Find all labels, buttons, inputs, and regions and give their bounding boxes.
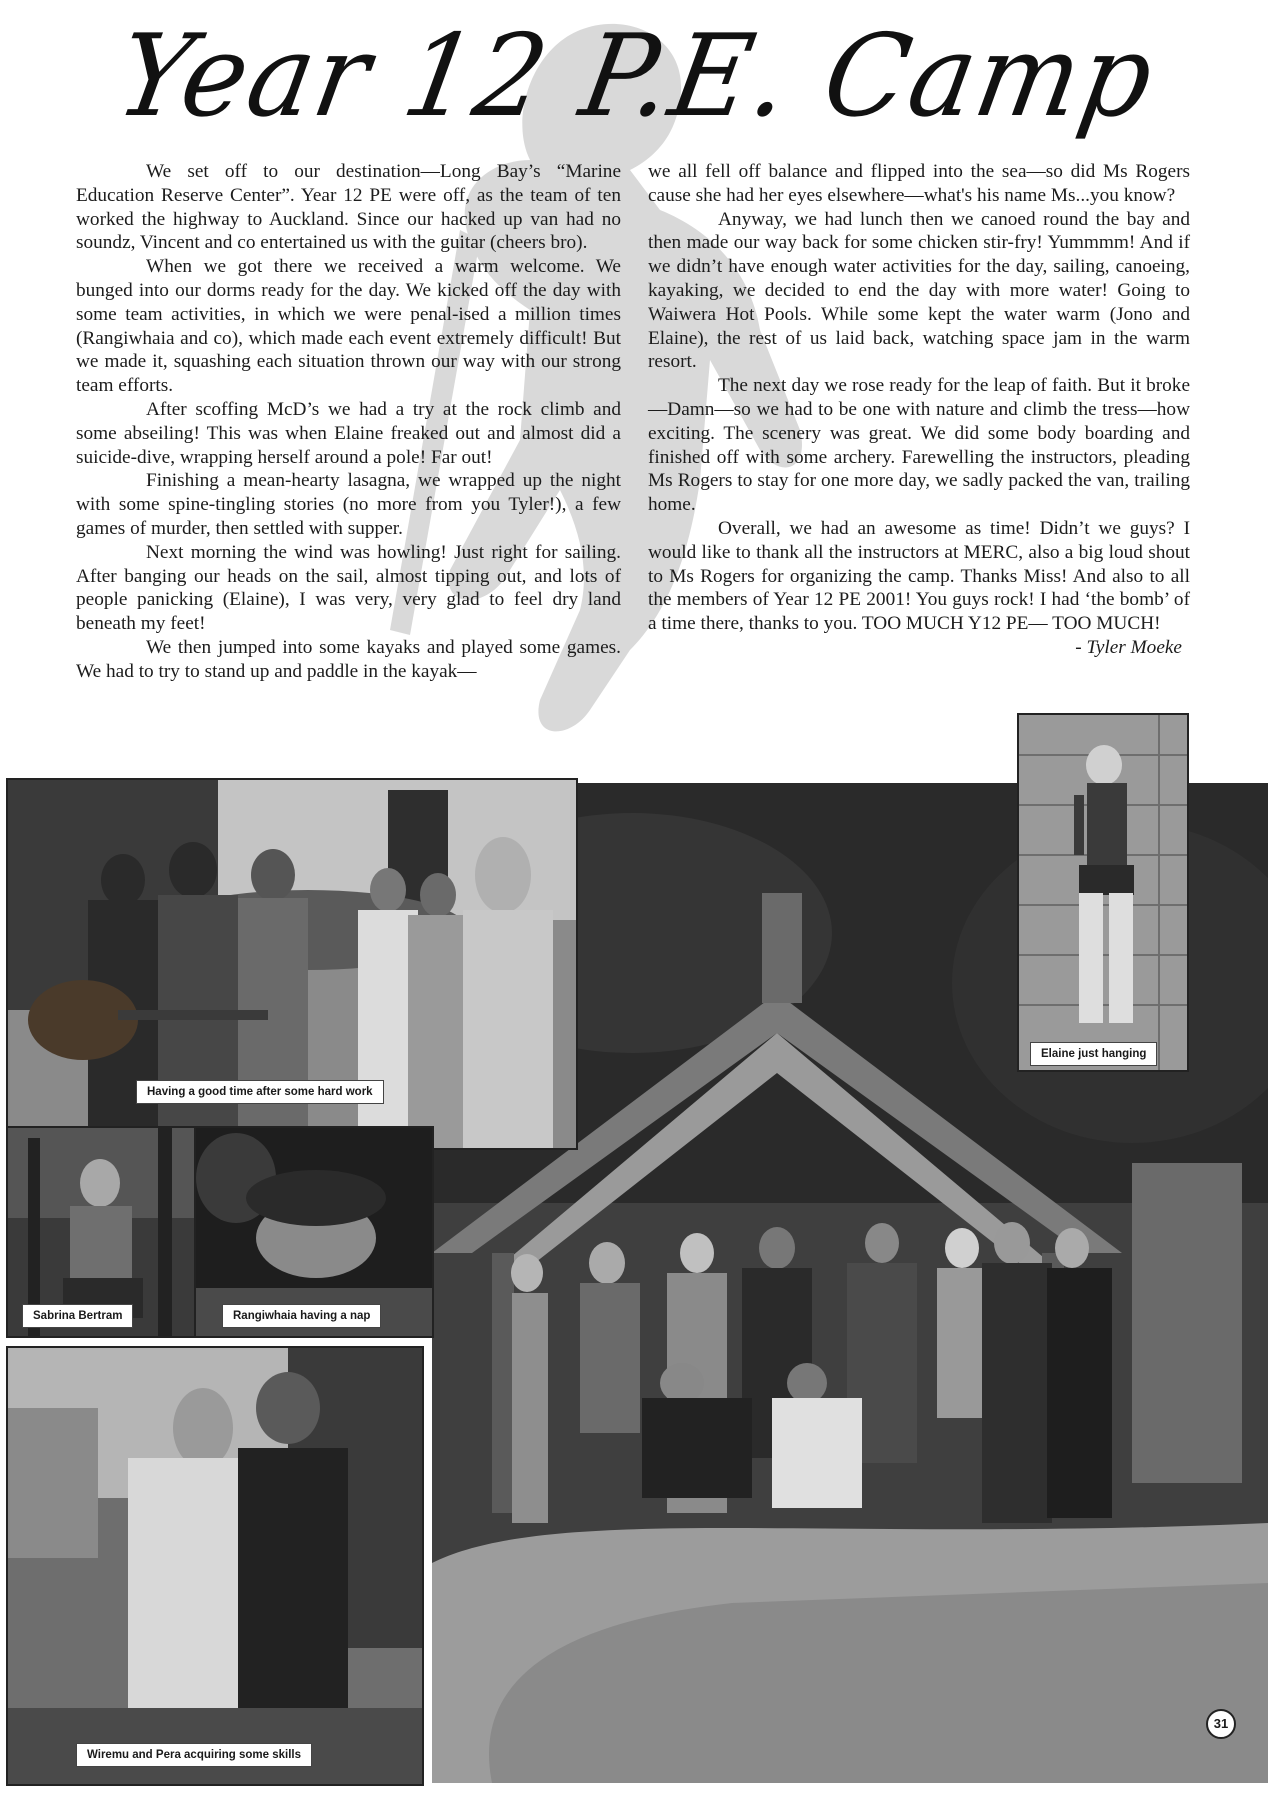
article-paragraph: The next day we rose ready for the leap of faith. But it broke—Damn—so we had to be one with nature and climb the tress—how exciting. The scenery was great. We did some body boarding and finished off with some archery. Farewelling the instructors, pleading Ms Rogers to stay for one more day, we sadly packed the van, trailing home. [648,375,1190,516]
caption-nap: Rangiwhaia having a nap [222,1304,381,1328]
article-paragraph: Overall, we had an awesome as time! Didn’t we guys? I would like to thank all the instructors at MERC, also a big loud shout to Ms Rogers for organizing the camp. Thanks Miss! And also to all the members of Year 12 PE 2001! You guys rock! I had ‘the bomb’ of a time there, thanks to you. TOO MUCH Y12 PE— TOO MUCH! [648,517,1190,635]
photo-climbing-wall [1017,713,1189,1072]
caption-skills: Wiremu and Pera acquiring some skills [76,1743,312,1767]
caption-group-guitar: Having a good time after some hard work [136,1080,384,1104]
author-signature: - Tyler Moeke [1075,636,1182,658]
article-paragraph: we all fell off balance and flipped into the sea—so did Ms Rogers cause she had her eyes elsewhere—what's his name Ms...you know? [648,161,1190,206]
article-paragraph: Anyway, we had lunch then we canoed round the bay and then made our way back for some chicken stir-fry! Yummmm! And if we didn’t have enough water activities for the day, sailing, canoeing, kayaking, we decided to end the day with more water! Going to Waiwera Hot Pools. While some kept the water warm (Jono and Elaine), the rest of us laid back, watching space jam in the warm resort. [648,208,1190,373]
left-article-column [76,160,621,684]
caption-sabrina: Sabrina Bertram [22,1304,133,1328]
article-paragraph: Finishing a mean-hearty lasagna, we wrapped up the night with some spine-tingling stories (no more from you Tyler!), a few games of murder, then settled with supper. [76,470,621,539]
article-paragraph: When we got there we received a warm welcome. We bunged into our dorms ready for the day. We kicked off the day with some team activities, in which we were penal-ised a million times (Rangiwhaia and co), which made each event extremely difficult! But we made it, squashing each situation thrown our way with our strong team efforts. [76,256,621,397]
article-paragraph: We then jumped into some kayaks and played some games. We had to try to stand up and paddle in the kayak— [76,636,621,682]
right-article-column [648,160,1190,660]
photo-skills [6,1346,424,1786]
page-title: Year 12 P.E. Camp [107,10,1165,143]
page-number: 31 [1206,1709,1236,1739]
article-paragraph: We set off to our destination—Long Bay’s “Marine Education Reserve Center”. Year 12 PE were off, as the team of ten worked the highway to Auckland. Since our hacked up van had no soundz, Vincent and co entertained us with the guitar (cheers bro). [76,161,621,254]
article-paragraph: Next morning the wind was howling! Just right for sailing. After banging our heads on the sail, almost tipping out, and lots of people panicking (Elaine), I was very, very glad to feel dry land beneath my feet! [76,541,621,635]
article-paragraph: After scoffing McD’s we had a try at the rock climb and some abseiling! This was when Elaine freaked out and almost did a suicide-dive, wrapping herself around a pole! Far out! [76,398,621,468]
caption-climbing: Elaine just hanging [1030,1042,1157,1066]
